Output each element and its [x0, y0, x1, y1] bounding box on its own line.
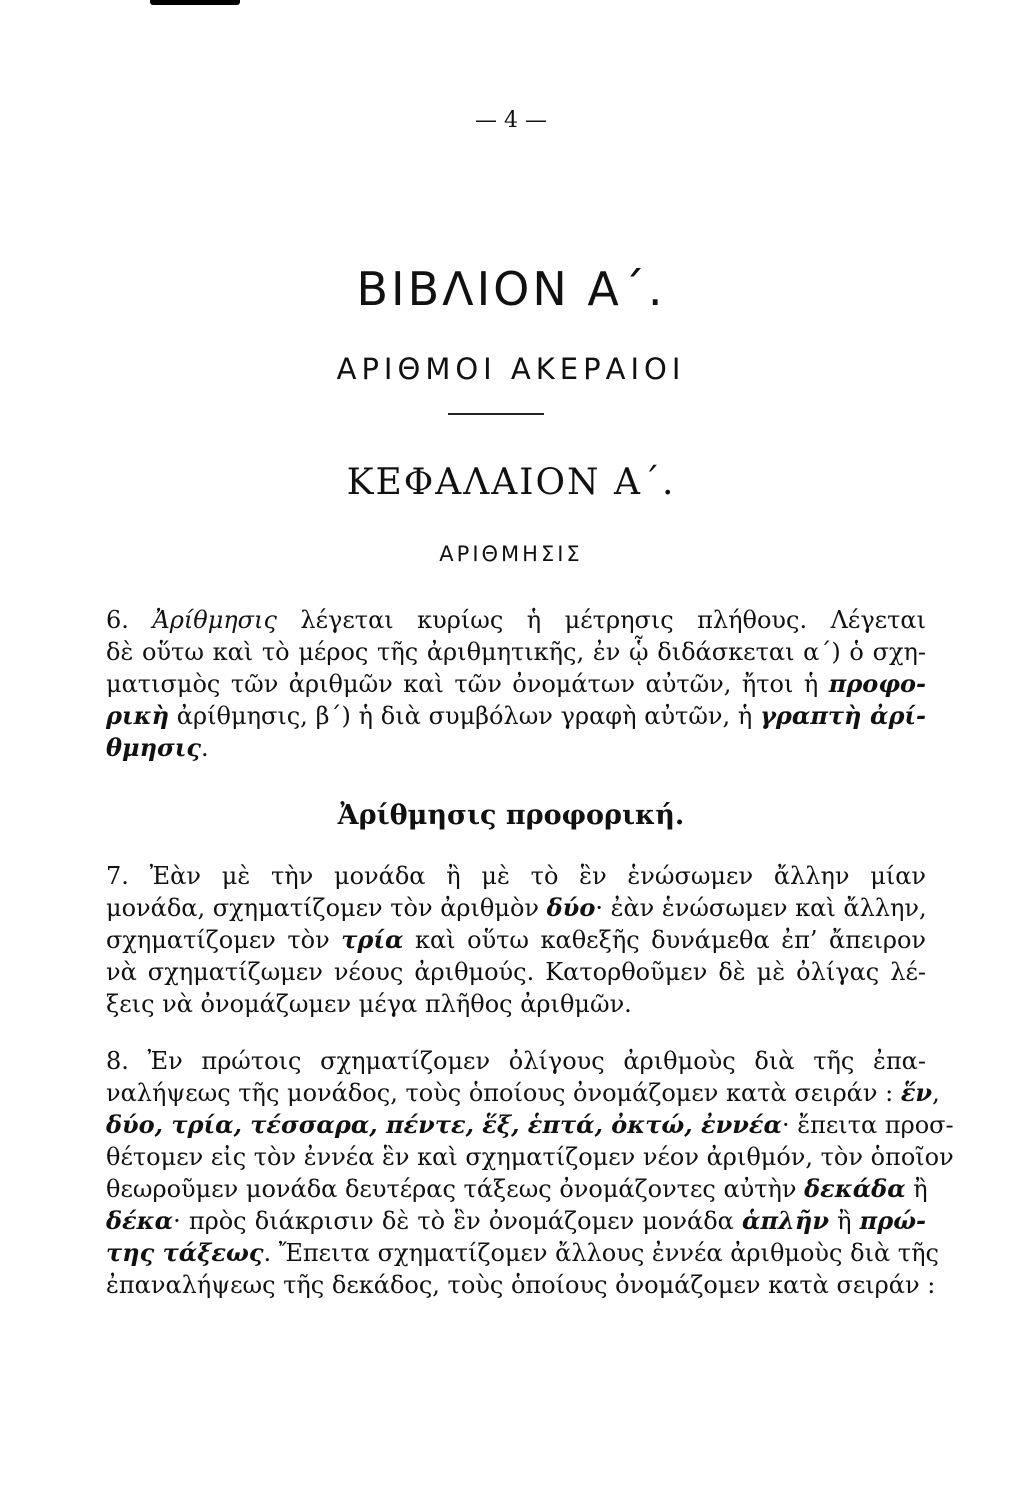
- text-line: σχηματίζομεν τὸν τρία καὶ οὕτω καθεξῆς δυνάμεθα ἐπ’ ἄπειρον: [106, 925, 927, 954]
- text-line: μονάδα, σχηματίζομεν τὸν ἀριθμὸν δύο· ἐὰν ἑνώσωμεν καὶ ἄλλην,: [106, 893, 927, 922]
- text-line: 7. Ἐὰν μὲ τὴν μονάδα ἢ μὲ τὸ ἓν ἑνώσωμεν ἄλλην μίαν: [106, 862, 926, 890]
- text-line: 8. Ἐν πρώτοις σχηματίζομεν ὀλίγους ἀριθμοὺς διὰ τῆς ἐπα-: [106, 1047, 926, 1075]
- text-line: δὲ οὕτω καὶ τὸ μέρος τῆς ἀριθμητικῆς, ἐν ᾧ διδάσκεται α΄) ὁ σχη-: [106, 638, 926, 666]
- text-line: νὰ σχηματίζωμεν νέους ἀριθμούς. Κατορθοῦμεν δὲ μὲ ὀλίγας λέ-: [106, 958, 926, 986]
- text-line: δέκα· πρὸς διάκρισιν δὲ τὸ ἓν ὀνομάζομεν μονάδα ἁπλῆν ἢ πρώ-: [106, 1206, 927, 1235]
- part-title: ΑΡΙΘΜΟΙ ΑΚΕΡΑΙΟΙ: [336, 352, 686, 386]
- text-line: ρικὴ ἀρίθμησις, β΄) ἡ διὰ συμβόλων γραφὴ αὐτῶν, ἡ γραπτὴ ἀρί-: [106, 701, 927, 730]
- paragraph-8: [106, 1045, 954, 1301]
- text-line: δύο, τρία, τέσσαρα, πέντε, ἕξ, ἑπτά, ὀκτώ, ἐννέα· ἔπειτα προσ-: [106, 1110, 954, 1139]
- section-title: ΑΡΙΘΜΗΣΙΣ: [439, 542, 583, 566]
- book-title: ΒΙΒΛΙΟΝ Α΄.: [356, 262, 666, 316]
- text-line: της τάξεως. Ἔπειτα σχηματίζομεν ἄλλους ἐννέα ἀριθμοὺς διὰ τῆς: [106, 1238, 939, 1267]
- text-line: θέτομεν εἰς τὸν ἐννέα ἓν καὶ σχηματίζομεν νέον ἀριθμόν, τὸν ὁποῖον: [106, 1143, 954, 1171]
- paragraph-6: [106, 604, 926, 764]
- subheading: Ἀρίθμησις προφορική.: [337, 800, 685, 831]
- title-divider: [448, 413, 544, 415]
- chapter-title: ΚΕΦΑΛΑΙΟΝ Α΄.: [346, 462, 676, 503]
- paragraph-7: [106, 860, 926, 1020]
- text-line: ἐπαναλήψεως τῆς δεκάδος, τοὺς ὁποίους ὀνομάζομεν κατὰ σειράν :: [106, 1271, 936, 1299]
- text-line: ναλήψεως τῆς μονάδος, τοὺς ὁποίους ὀνομάζομεν κατὰ σειράν : ἕν,: [106, 1078, 940, 1107]
- text-line: ξεις νὰ ὀνομάζωμεν μέγα πλῆθος ἀριθμῶν.: [106, 990, 632, 1018]
- text-line: θμησις.: [106, 733, 209, 762]
- text-line: 6. Ἀρίθμησις λέγεται κυρίως ἡ μέτρησις πλήθους. Λέγεται: [106, 606, 927, 634]
- page-number: — 4 —: [475, 108, 547, 133]
- text-line: θεωροῦμεν μονάδα δευτέρας τάξεως ὀνομάζοντες αὐτὴν δεκάδα ἢ: [106, 1174, 928, 1203]
- text-line: ματισμὸς τῶν ἀριθμῶν καὶ τῶν ὀνομάτων αὐτῶν, ἤτοι ἡ προφο-: [106, 669, 926, 698]
- scan-edge-mark: [150, 0, 240, 5]
